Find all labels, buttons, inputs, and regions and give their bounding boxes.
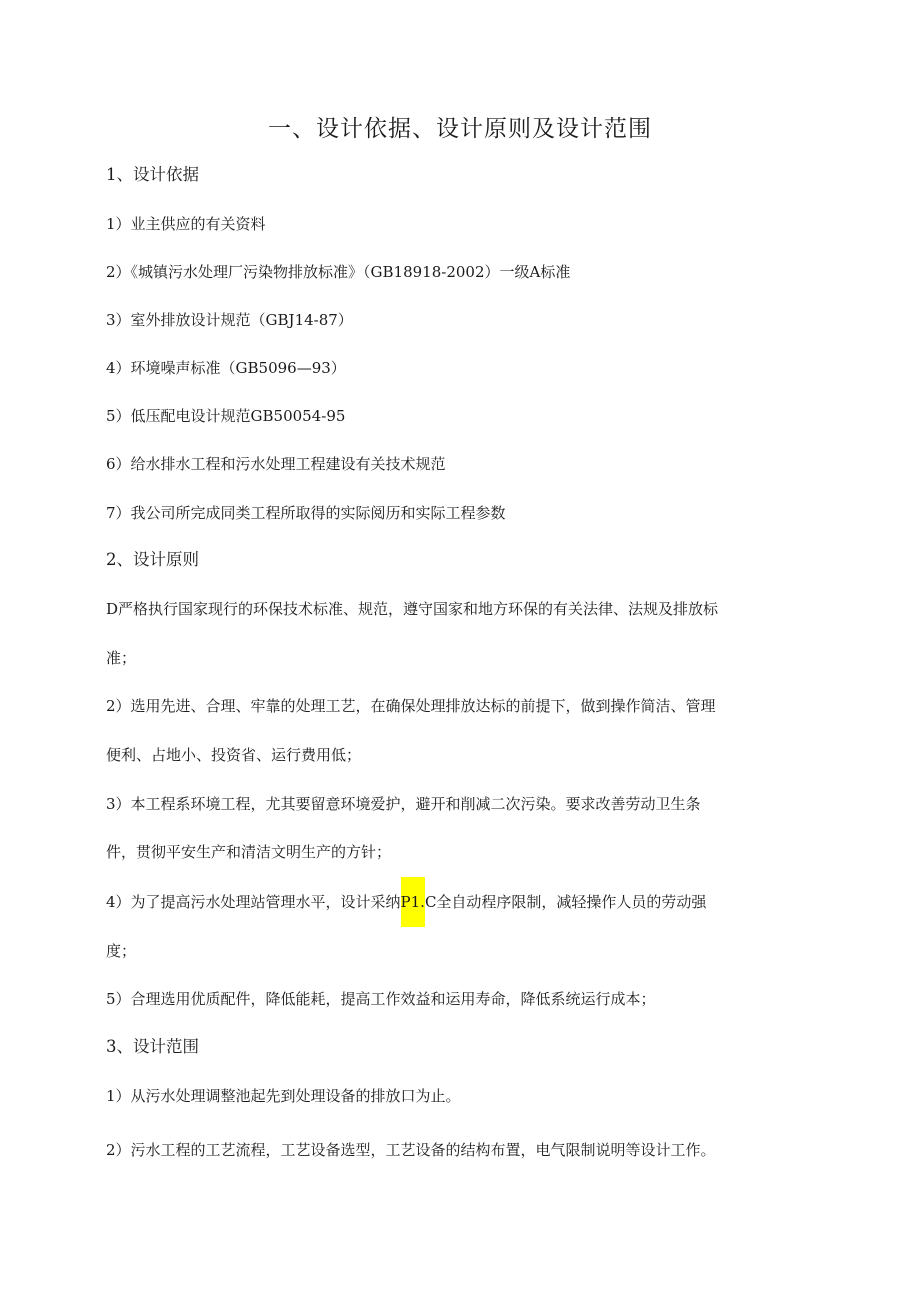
principle-item-4-text-before: 4）为了提高污水处理站管理水平，设计采纳 <box>106 893 401 911</box>
principle-item-4-text-after: C全自动程序限制，减轻操作人员的劳动强 <box>424 893 707 911</box>
basis-item-5: 5）低压配电设计规范GB50054-95 <box>106 407 346 425</box>
principle-item-4-line-2: 度； <box>106 942 137 960</box>
basis-item-1: 1）业主供应的有关资料 <box>106 215 266 233</box>
principle-item-1-line-1: D严格执行国家现行的环保技术标准、规范，遵守国家和地方环保的有关法律、法规及排放标 <box>106 600 719 618</box>
scope-item-2: 2）污水工程的工艺流程，工艺设备选型，工艺设备的结构布置，电气限制说明等设计工作。 <box>106 1141 716 1159</box>
basis-item-2: 2）《城镇污水处理厂污染物排放标准》（GB18918-2002）一级A标准 <box>106 263 571 281</box>
scope-item-1: 1）从污水处理调整池起先到处理设备的排放口为止。 <box>106 1087 461 1105</box>
page-title: 一、设计依据、设计原则及设计范围 <box>268 116 652 142</box>
basis-item-3: 3）室外排放设计规范（GBJ14-87） <box>106 311 353 329</box>
principle-item-1-line-2: 准； <box>106 649 137 667</box>
highlighted-text: P1. <box>401 877 425 927</box>
principle-item-3-line-2: 件，贯彻平安生产和清洁文明生产的方针； <box>106 843 392 861</box>
basis-item-4: 4）环境噪声标准（GB5096—93） <box>106 359 346 377</box>
principle-item-2-line-2: 便利、占地小、投资省、运行费用低； <box>106 746 362 764</box>
principle-item-4-line-1 <box>106 891 706 913</box>
section-heading-principles: 2、设计原则 <box>106 550 199 569</box>
principle-item-2-line-1: 2）选用先进、合理、牢靠的处理工艺，在确保处理排放达标的前提下，做到操作简洁、管理 <box>106 697 716 715</box>
section-heading-scope: 3、设计范围 <box>106 1037 199 1056</box>
basis-item-6: 6）给水排水工程和污水处理工程建设有关技术规范 <box>106 455 446 473</box>
principle-item-3-line-1: 3）本工程系环境工程，尤其要留意环境爱护，避开和削减二次污染。要求改善劳动卫生条 <box>106 795 701 813</box>
principle-item-5: 5）合理选用优质配件，降低能耗，提高工作效益和运用寿命，降低系统运行成本； <box>106 990 656 1008</box>
section-heading-basis: 1、设计依据 <box>106 165 199 184</box>
basis-item-7: 7）我公司所完成同类工程所取得的实际阅历和实际工程参数 <box>106 504 506 522</box>
